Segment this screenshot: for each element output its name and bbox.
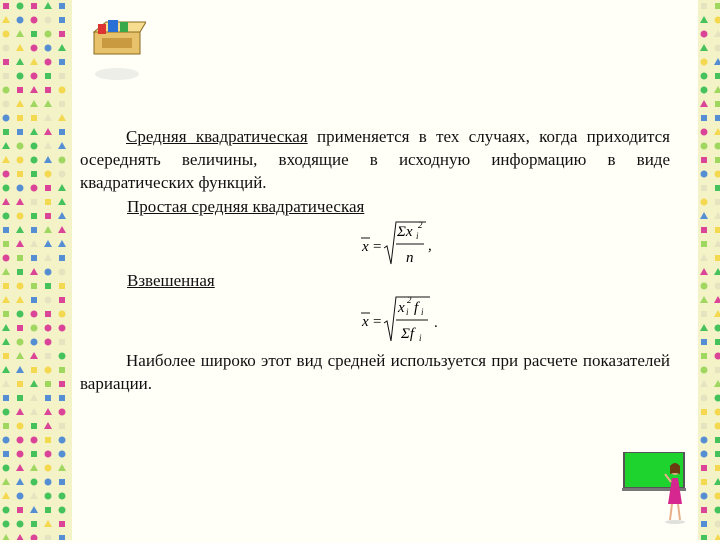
border-confetti bbox=[59, 59, 65, 65]
border-confetti bbox=[45, 297, 52, 304]
border-confetti bbox=[701, 353, 707, 359]
border-confetti bbox=[17, 157, 24, 164]
border-confetti bbox=[3, 311, 9, 317]
border-confetti bbox=[701, 227, 707, 233]
border-confetti bbox=[701, 115, 707, 121]
border-confetti bbox=[31, 31, 37, 37]
border-confetti bbox=[701, 283, 708, 290]
border-confetti bbox=[701, 199, 708, 206]
border-confetti bbox=[17, 17, 24, 24]
border-confetti bbox=[701, 507, 707, 513]
border-confetti bbox=[59, 479, 65, 485]
border-confetti bbox=[31, 199, 37, 205]
formula-simple-equals: = bbox=[373, 239, 381, 255]
border-confetti bbox=[701, 73, 708, 80]
border-confetti bbox=[45, 479, 52, 486]
formula-weighted-equals: = bbox=[373, 314, 381, 330]
border-confetti bbox=[17, 87, 23, 93]
border-confetti bbox=[701, 535, 707, 540]
border-confetti bbox=[3, 87, 10, 94]
border-confetti bbox=[31, 283, 37, 289]
border-confetti bbox=[59, 3, 65, 9]
border-confetti bbox=[701, 451, 708, 458]
border-confetti bbox=[59, 87, 66, 94]
weighted-heading: Взвешенная bbox=[127, 271, 215, 291]
intro-paragraph bbox=[80, 125, 670, 194]
border-confetti bbox=[45, 339, 52, 346]
border-confetti bbox=[31, 521, 37, 527]
border-confetti bbox=[701, 437, 708, 444]
border-confetti bbox=[3, 31, 10, 38]
border-confetti bbox=[31, 367, 37, 373]
border-confetti bbox=[17, 507, 23, 513]
border-confetti bbox=[31, 437, 38, 444]
border-confetti bbox=[59, 381, 65, 387]
border-confetti bbox=[31, 115, 37, 121]
border-confetti bbox=[701, 129, 708, 136]
border-confetti bbox=[17, 381, 23, 387]
border-confetti bbox=[31, 339, 38, 346]
border-confetti bbox=[45, 87, 51, 93]
border-confetti bbox=[59, 395, 65, 401]
border-confetti bbox=[31, 143, 38, 150]
border-confetti bbox=[3, 101, 10, 108]
border-confetti bbox=[3, 129, 9, 135]
border-confetti bbox=[31, 479, 38, 486]
formula-simple-lhs: x bbox=[361, 239, 369, 255]
border-confetti bbox=[17, 283, 24, 290]
border-confetti bbox=[45, 395, 51, 401]
border-confetti bbox=[45, 325, 52, 332]
border-confetti bbox=[17, 3, 24, 10]
border-confetti bbox=[701, 409, 707, 415]
conclusion-paragraph-text: Наиболее широко этот вид средней используется при расчете показателей вариации. bbox=[80, 351, 670, 393]
border-confetti bbox=[59, 297, 65, 303]
border-confetti bbox=[45, 59, 52, 66]
border-confetti bbox=[45, 171, 52, 178]
border-confetti bbox=[45, 465, 52, 472]
border-confetti bbox=[45, 311, 51, 317]
formula-weighted-x-sup: 2 bbox=[407, 295, 412, 305]
border-confetti bbox=[3, 521, 10, 528]
border-confetti bbox=[45, 31, 52, 38]
decorative-border-left bbox=[0, 0, 72, 540]
simple-heading: Простая средняя квадратическая bbox=[127, 197, 364, 217]
border-confetti bbox=[3, 465, 10, 472]
border-confetti bbox=[3, 241, 9, 247]
border-confetti bbox=[701, 241, 707, 247]
border-confetti bbox=[3, 45, 10, 52]
border-confetti bbox=[45, 199, 51, 205]
border-confetti bbox=[59, 339, 65, 345]
border-confetti bbox=[701, 59, 708, 66]
border-confetti bbox=[45, 367, 52, 374]
border-confetti bbox=[715, 227, 720, 233]
formula-simple-trailing: , bbox=[428, 238, 432, 254]
formula-weighted-lhs: x bbox=[361, 314, 369, 330]
border-confetti bbox=[59, 157, 66, 164]
border-confetti bbox=[45, 507, 51, 513]
border-confetti bbox=[701, 395, 708, 402]
border-confetti bbox=[59, 437, 66, 444]
border-confetti bbox=[31, 73, 38, 80]
formula-weighted bbox=[358, 293, 454, 345]
border-confetti bbox=[59, 451, 66, 458]
border-confetti bbox=[17, 213, 24, 220]
border-confetti bbox=[59, 353, 66, 360]
border-confetti bbox=[59, 367, 65, 373]
border-confetti bbox=[715, 115, 720, 121]
border-confetti bbox=[701, 185, 707, 191]
border-confetti bbox=[701, 367, 708, 374]
border-confetti bbox=[17, 171, 23, 177]
border-confetti bbox=[31, 157, 38, 164]
border-confetti bbox=[17, 437, 24, 444]
border-confetti bbox=[3, 59, 9, 65]
border-confetti bbox=[31, 185, 38, 192]
border-confetti bbox=[3, 115, 10, 122]
border-confetti bbox=[31, 227, 37, 233]
border-confetti bbox=[3, 437, 10, 444]
border-confetti bbox=[17, 269, 23, 275]
border-confetti bbox=[701, 87, 708, 94]
border-confetti bbox=[17, 255, 23, 261]
border-confetti bbox=[45, 45, 52, 52]
border-confetti bbox=[31, 171, 37, 177]
border-confetti bbox=[45, 353, 51, 359]
border-confetti bbox=[31, 45, 38, 52]
conclusion-paragraph bbox=[80, 349, 670, 395]
border-confetti bbox=[45, 17, 52, 24]
border-confetti bbox=[3, 171, 10, 178]
border-confetti bbox=[45, 381, 51, 387]
border-confetti bbox=[17, 129, 23, 135]
border-confetti bbox=[17, 521, 24, 528]
border-confetti bbox=[715, 185, 720, 191]
border-confetti bbox=[59, 283, 65, 289]
border-confetti bbox=[59, 129, 65, 135]
border-confetti bbox=[59, 17, 65, 23]
border-confetti bbox=[3, 451, 9, 457]
border-confetti bbox=[715, 451, 720, 457]
border-confetti bbox=[701, 3, 707, 9]
border-confetti bbox=[59, 73, 65, 79]
border-confetti bbox=[31, 311, 38, 318]
formula-weighted-f: f bbox=[414, 300, 420, 316]
border-confetti bbox=[17, 423, 24, 430]
border-confetti bbox=[17, 115, 23, 121]
border-confetti bbox=[3, 353, 9, 359]
border-confetti bbox=[31, 325, 38, 332]
border-confetti bbox=[59, 171, 66, 178]
formula-weighted-x: x bbox=[397, 300, 405, 316]
border-confetti bbox=[3, 507, 10, 514]
border-confetti bbox=[715, 255, 720, 261]
formula-simple-denominator: n bbox=[406, 250, 414, 266]
border-confetti bbox=[17, 185, 24, 192]
decorative-border-right bbox=[698, 0, 720, 540]
border-confetti bbox=[3, 409, 10, 416]
border-confetti bbox=[45, 283, 51, 289]
border-confetti bbox=[31, 297, 37, 303]
border-confetti bbox=[59, 101, 65, 107]
border-confetti bbox=[3, 3, 9, 9]
border-confetti bbox=[45, 185, 51, 191]
border-confetti bbox=[17, 395, 23, 401]
border-confetti bbox=[701, 465, 707, 471]
formula-weighted-denominator: Σf bbox=[400, 326, 416, 342]
border-confetti bbox=[3, 73, 9, 79]
border-confetti bbox=[17, 73, 24, 80]
border-confetti bbox=[45, 437, 51, 443]
border-confetti bbox=[701, 479, 707, 485]
formula-simple-numerator-sup: 2 bbox=[418, 220, 423, 230]
border-confetti bbox=[45, 269, 52, 276]
border-confetti bbox=[701, 31, 708, 38]
border-confetti bbox=[31, 451, 37, 457]
border-confetti bbox=[17, 143, 24, 150]
intro-paragraph-rest: применяется в тех случаях, когда приходится осереднять величины, входящие в исходную информацию в виде квадратических функций. bbox=[80, 127, 670, 192]
border-confetti bbox=[59, 311, 66, 318]
border-confetti bbox=[59, 493, 66, 500]
border-confetti bbox=[45, 451, 52, 458]
border-confetti bbox=[31, 255, 37, 261]
border-confetti bbox=[59, 423, 65, 429]
border-confetti bbox=[701, 157, 707, 163]
border-confetti bbox=[715, 199, 720, 205]
formula-weighted-x-sub: i bbox=[406, 307, 409, 317]
border-confetti bbox=[701, 143, 708, 150]
border-confetti bbox=[3, 255, 10, 262]
border-confetti bbox=[45, 73, 51, 79]
border-confetti bbox=[31, 213, 37, 219]
formula-simple-numerator-sub: i bbox=[416, 231, 419, 241]
term-root-mean-square: Средняя квадратическая bbox=[126, 127, 308, 146]
border-confetti bbox=[3, 283, 9, 289]
border-confetti bbox=[59, 409, 66, 416]
border-confetti bbox=[715, 367, 720, 373]
border-confetti bbox=[715, 339, 720, 345]
border-confetti bbox=[3, 213, 10, 220]
border-confetti bbox=[701, 493, 708, 500]
border-confetti bbox=[59, 31, 65, 37]
border-confetti bbox=[59, 255, 65, 261]
border-confetti bbox=[31, 3, 37, 9]
border-confetti bbox=[45, 493, 52, 500]
formula-simple bbox=[358, 218, 448, 270]
formula-simple-numerator: Σx bbox=[396, 224, 413, 240]
border-confetti bbox=[45, 213, 51, 219]
border-confetti bbox=[17, 493, 24, 500]
border-confetti bbox=[715, 73, 720, 79]
border-confetti bbox=[701, 311, 707, 317]
formula-weighted-f-sub: i bbox=[421, 307, 424, 317]
border-confetti bbox=[17, 451, 24, 458]
border-confetti bbox=[715, 157, 720, 163]
border-confetti bbox=[31, 423, 37, 429]
border-confetti bbox=[59, 269, 66, 276]
border-confetti bbox=[701, 423, 707, 429]
border-confetti bbox=[3, 185, 10, 192]
border-confetti bbox=[59, 521, 65, 527]
border-confetti bbox=[17, 339, 24, 346]
border-confetti bbox=[3, 395, 9, 401]
blackboard-girl-icon bbox=[622, 452, 686, 538]
border-confetti bbox=[31, 17, 38, 24]
formula-weighted-denominator-sub: i bbox=[419, 333, 422, 343]
border-confetti bbox=[59, 325, 66, 332]
border-confetti bbox=[701, 339, 707, 345]
border-confetti bbox=[715, 3, 720, 9]
border-confetti bbox=[715, 437, 720, 443]
border-confetti bbox=[59, 535, 65, 540]
border-confetti bbox=[701, 521, 707, 527]
border-confetti bbox=[701, 171, 708, 178]
border-confetti bbox=[59, 507, 66, 514]
book-tray-icon bbox=[86, 12, 146, 84]
formula-weighted-trailing: . bbox=[434, 315, 438, 331]
border-confetti bbox=[3, 227, 9, 233]
border-confetti bbox=[715, 101, 720, 107]
border-confetti bbox=[715, 465, 720, 471]
border-confetti bbox=[17, 311, 24, 318]
border-confetti bbox=[3, 423, 9, 429]
border-confetti bbox=[17, 325, 23, 331]
